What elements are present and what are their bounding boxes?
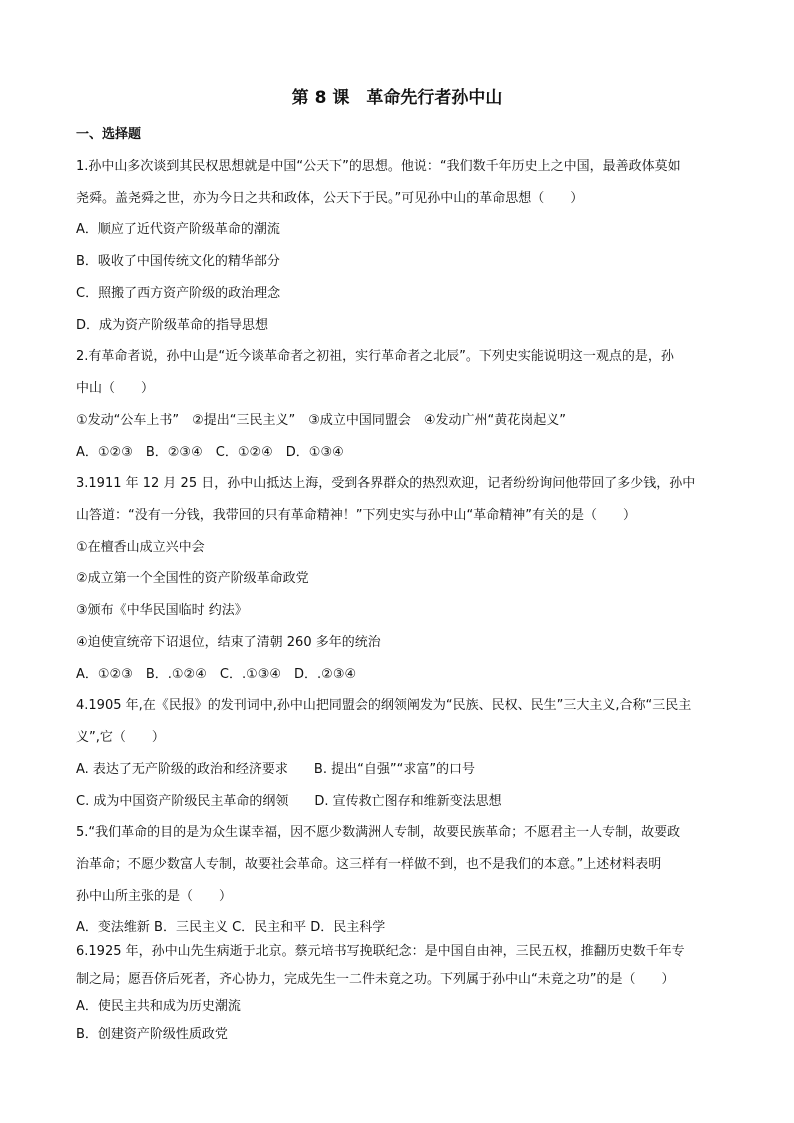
question-6-line-1: 6.1925 年，孙中山先生病逝于北京。蔡元培书写挽联纪念：是中国自由神，三民五权，推翻历史数千年专 bbox=[76, 944, 685, 959]
question-5-line-2: 治革命；不愿少数富人专制，故要社会革命。这三样有一样做不到，也不是我们的本意。”上述材料表明 bbox=[76, 857, 662, 872]
question-3-line-2: 山答道：“没有一分钱，我带回的只有革命精神！”下列史实与孙中山“革命精神”有关的是（ ） bbox=[76, 508, 636, 523]
question-1-line-2: 尧舜。盖尧舜之世，亦为今日之共和政体，公天下于民。”可见孙中山的革命思想（ ） bbox=[76, 191, 584, 206]
question-3-options: A．①②③ B．.①②④ C．.①③④ D．.②③④ bbox=[76, 667, 357, 682]
question-4-options-cd: C. 成为中国资产阶级民主革命的纲领 D. 宣传救亡图存和维新变法思想 bbox=[76, 794, 502, 809]
question-1-option-d: D．成为资产阶级革命的指导思想 bbox=[76, 318, 269, 333]
question-6-line-2: 制之局；愿吾侪后死者，齐心协力，完成先生一二件未竟之功。下列属于孙中山“未竟之功”的是（ ） bbox=[76, 972, 675, 987]
page-title: 第 8 课 革命先行者孙中山 bbox=[291, 88, 503, 108]
question-3-statement-2: ②成立第一个全国性的资产阶级革命政党 bbox=[76, 571, 309, 586]
question-2-line-1: 2.有革命者说，孙中山是“近今谈革命者之初祖，实行革命者之北辰”。下列史实能说明这一观点的是，孙 bbox=[76, 349, 674, 364]
question-1-line-1: 1.孙中山多次谈到其民权思想就是中国“公天下”的思想。他说：“我们数千年历史上之中国，最善政体莫如 bbox=[76, 159, 681, 174]
question-3-statement-4: ④迫使宣统帝下诏退位，结束了清朝 260 多年的统治 bbox=[76, 635, 381, 650]
question-4-line-2: 义”,它（ ） bbox=[76, 730, 165, 745]
question-5-line-3: 孙中山所主张的是（ ） bbox=[76, 889, 233, 904]
question-1-option-b: B．吸收了中国传统文化的精华部分 bbox=[76, 254, 280, 269]
question-6-option-b: B．创建资产阶级性质政党 bbox=[76, 1027, 228, 1042]
question-2-options: A．①②③ B．②③④ C．①②④ D．①③④ bbox=[76, 445, 344, 460]
question-4-line-1: 4.1905 年,在《民报》的发刊词中,孙中山把同盟会的纲领阐发为“民族、民权、民生”三大主义,合称“三民主 bbox=[76, 698, 692, 713]
question-6-option-a: A．使民主共和成为历史潮流 bbox=[76, 999, 241, 1014]
question-1-option-a: A．顺应了近代资产阶级革命的潮流 bbox=[76, 222, 280, 237]
question-5-line-1: 5.“我们革命的目的是为众生谋幸福，因不愿少数满洲人专制，故要民族革命；不愿君主一人专制，故要政 bbox=[76, 825, 681, 840]
question-1-option-c: C．照搬了西方资产阶级的政治理念 bbox=[76, 286, 281, 301]
question-2-statements: ①发动“公车上书” ②提出“三民主义” ③成立中国同盟会 ④发动广州“黄花岗起义” bbox=[76, 413, 567, 428]
question-4-options-ab: A. 表达了无产阶级的政治和经济要求 B. 提出“自强”“求富”的口号 bbox=[76, 762, 476, 777]
section-heading: 一、选择题 bbox=[76, 127, 142, 142]
question-5-options: A．变法维新 B．三民主义 C．民主和平 D．民主科学 bbox=[76, 920, 386, 935]
question-3-line-1: 3.1911 年 12 月 25 日，孙中山抵达上海，受到各界群众的热烈欢迎，记者纷纷询问他带回了多少钱，孙中 bbox=[76, 476, 696, 491]
question-3-statement-1: ①在檀香山成立兴中会 bbox=[76, 540, 205, 555]
question-3-statement-3: ③颁布《中华民国临时 约法》 bbox=[76, 603, 248, 618]
question-2-line-2: 中山（ ） bbox=[76, 381, 155, 396]
